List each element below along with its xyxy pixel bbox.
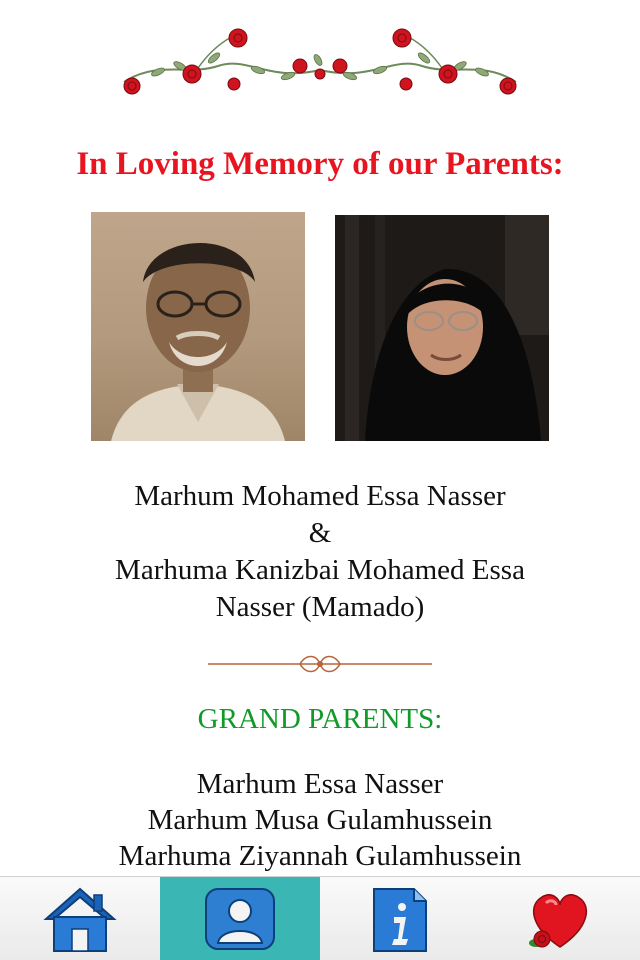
memorial-title: In Loving Memory of our Parents: (76, 146, 564, 182)
tab-profile[interactable] (160, 877, 320, 960)
grand-parent-name: Marhum Musa Gulamhussein (147, 804, 493, 836)
grand-parent-name: Marhuma Ziyannah Gulamhussein (118, 840, 522, 872)
mother-photo (335, 215, 549, 441)
mother-portrait-image (335, 215, 549, 441)
home-icon (40, 883, 120, 955)
grand-parents-list (0, 766, 640, 874)
mother-name-line1: Marhuma Kanizbai Mohamed Essa (115, 554, 525, 586)
father-photo (91, 212, 305, 441)
mother-name-line2: Nasser (Mamado) (215, 591, 425, 623)
tab-bar (0, 876, 640, 960)
heart-rose-icon (520, 883, 600, 955)
father-portrait-image (91, 212, 305, 441)
tab-home[interactable] (0, 877, 160, 960)
ampersand: & (308, 517, 332, 549)
grand-parents-title: GRAND PARENTS: (197, 703, 443, 735)
grand-parent-name: Marhum Essa Nasser (196, 768, 444, 800)
ornamental-divider (206, 652, 434, 676)
rose-garland-decoration (118, 20, 522, 104)
user-icon (200, 883, 280, 955)
parents-names (0, 478, 640, 626)
father-name: Marhum Mohamed Essa Nasser (134, 480, 506, 512)
tab-favorites[interactable] (480, 877, 640, 960)
tab-info[interactable] (320, 877, 480, 960)
info-document-icon (360, 883, 440, 955)
